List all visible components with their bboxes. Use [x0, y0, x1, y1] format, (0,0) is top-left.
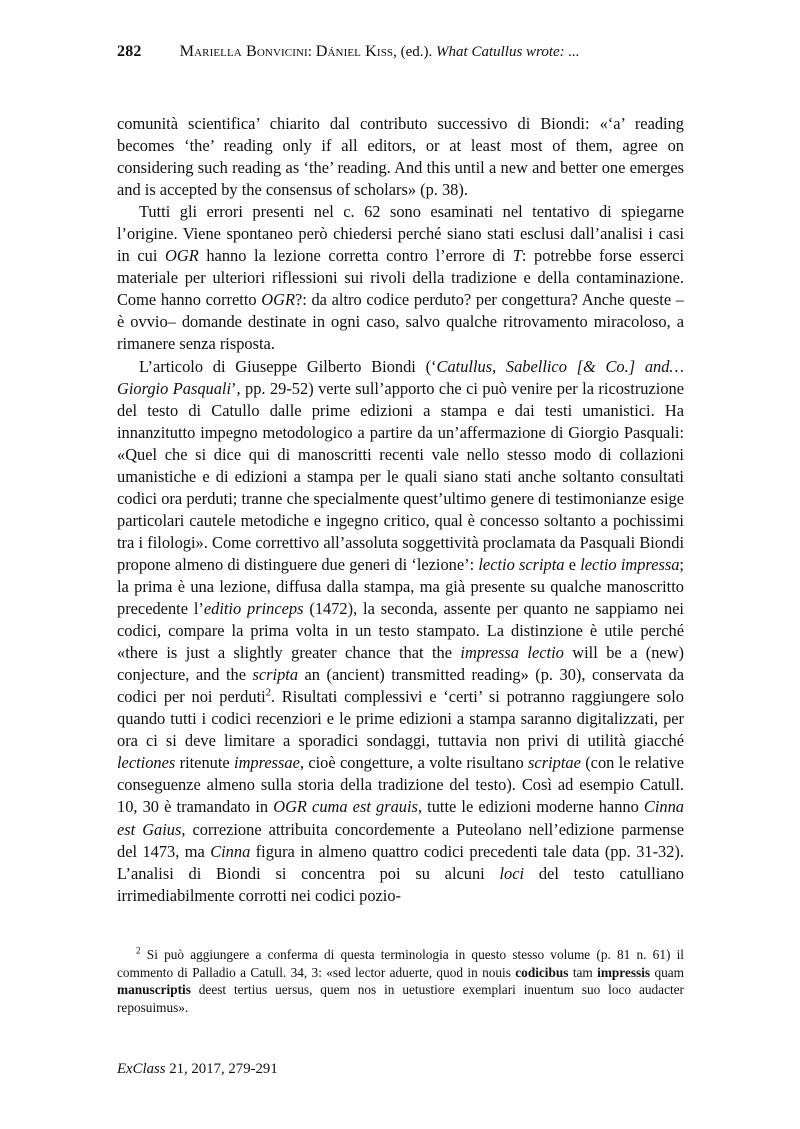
para-3: [117, 356, 684, 907]
footer-journal-name: ExClass: [117, 1061, 166, 1077]
para-3-run: will be a (new) conjecture, and the: [117, 643, 685, 685]
para-2-italic-run: OGR: [165, 246, 199, 266]
para-1-run: comunità scientifica’ chiarito dal contributo successivo di Biondi: «‘a’ reading becomes ‘the’ reading only if all editors, or at least most of them, agree on considering such reading as ‘the’ reading. And this until a new and better one emerges and is accepted by the consensus of scholars» (p. 38).: [117, 114, 684, 200]
para-2-run: ?: da altro codice perduto? per congettura? Anche queste –è ovvio– domande destinate in ogni caso, salvo qualche ritrovamento miracoloso, a rimanere senza risposta.: [117, 290, 684, 354]
para-3-italic-run: impressa lectio: [460, 643, 564, 663]
para-3-run: del testo catulliano irrimediabilmente corrotti nei codici pozio-: [117, 863, 684, 905]
footnote-run: Si può aggiungere a conferma di questa terminologia in questo stesso volume (p. 81 n. 61) il commento di Palladio a Catull. 34, 3: «sed lector aduerte, quod in nouis: [117, 947, 684, 980]
footnote-block: [117, 946, 684, 1016]
running-head-author: Mariella Bonvicini: [179, 42, 308, 60]
page-number: 282: [117, 43, 142, 60]
running-head-text: [180, 44, 580, 60]
para-3-italic-run: editio princeps: [203, 599, 304, 619]
para-3-run: , cioè congetture, a volte risultano: [299, 753, 529, 773]
running-head-reviewed-title: What Catullus wrote: ...: [436, 44, 580, 60]
para-3-footnote-marker: 2: [265, 687, 271, 699]
footer-citation: 21, 2017, 279-291: [165, 1061, 278, 1077]
para-2-italic-run: T: [512, 246, 522, 266]
para-3-italic-run: scriptae: [528, 753, 581, 773]
footnote-2: [117, 946, 684, 1016]
para-3-italic-run: Cinna: [210, 841, 251, 861]
body-text: [117, 113, 684, 907]
running-head-editor-role: , (ed.).: [393, 44, 437, 60]
footnote-run: tam: [568, 964, 598, 980]
para-3-italic-run: scripta: [252, 665, 299, 685]
footnote-bold-run: impressis: [597, 964, 651, 980]
para-3-italic-run: lectiones: [117, 753, 176, 773]
para-3-run: ; la prima è una lezione, diffusa dalla stampa, ma già presente su qualche manoscritto precedente l’: [117, 554, 684, 619]
para-2-run: Tutti gli errori presenti nel c. 62 sono esaminati nel tentativo di spiegarne l’origine. Viene spontaneo però chiedersi perché siano stati esclusi dall’analisi i casi in cui: [117, 202, 684, 266]
para-3-italic-run: loci: [499, 863, 525, 883]
para-3-run: an (ancient) transmitted reading» (p. 30), conservata da codici per noi perduti: [117, 665, 684, 707]
para-3-run: , tutte le edizioni moderne hanno: [417, 797, 644, 817]
para-3-run: ’, pp. 29-52) verte sull’apporto che ci può venire per la ricostruzione del testo di Catullo dalle prime edizioni a stampa e dai testi umanistici. Ha innanzitutto impegno metodologico a partire da un’affermazione di Giorgio Pasquali: «Quel che si dice qui di manoscritti recenti vale nello stesso modo di collazioni umanistiche e di edizioni a stampa per le quali siano stati anche soltanto consultati codici ora perduti; tranne che specialmente quest’ultimo genere di testimonianze esige particolari cautele metodiche e ingegno critico, qual è concesso soltanto a pochissimi tra i filologi». Come correttivo all’assoluta soggettività proclamata da Pasquali Biondi propone almeno di distinguere due generi di ‘lezione’:: [117, 378, 684, 574]
footnote-bold-run: codicibus: [515, 964, 569, 980]
para-2-italic-run: OGR: [261, 290, 295, 310]
para-3-run: figura in almeno quattro codici precedenti tale data (pp. 31-32). L’analisi di Biondi si concentra poi su alcuni: [117, 841, 684, 883]
para-3-run: (con le relative conseguenze almeno sulla storia della tradizione del testo). Così ad esempio Catull. 10, 30 è tramandato in: [117, 753, 684, 817]
para-3-run: , correzione attribuita concordemente a Puteolano nell’edizione parmense del 1473, ma: [117, 819, 684, 861]
para-1: [117, 113, 684, 201]
para-3-run: e: [564, 554, 581, 574]
para-3-run: (1472), la seconda, assente per quanto ne sappiamo nei codici, compare la prima volta in un testo stampato. La distinzione è utile perché «there is just a slightly greater chance that the: [117, 599, 684, 663]
para-2: [117, 201, 684, 355]
running-head-editor: Dániel Kiss: [315, 42, 394, 60]
footnote-marker: 2: [136, 945, 141, 956]
para-3-italic-run: lectio impressa: [580, 554, 680, 574]
running-head-separator: :: [307, 44, 316, 60]
para-2-run: hanno la lezione corretta contro l’errore di: [198, 246, 513, 266]
para-3-run: L’articolo di Giuseppe Gilberto Biondi (‘: [139, 356, 437, 376]
page-footer: [117, 1059, 577, 1079]
running-head: [117, 40, 683, 64]
para-3-italic-run: impressae: [234, 753, 300, 773]
para-3-run: ritenute: [175, 753, 235, 773]
footnote-run: quam: [650, 964, 684, 980]
para-3-italic-run: OGR cuma est grauis: [273, 797, 418, 817]
para-3-italic-run: Cinna est Gaius: [117, 797, 684, 839]
para-3-italic-run: Catullus, Sabellico [& Co.] and… Giorgio Pasquali: [117, 356, 684, 398]
para-3-italic-run: lectio scripta: [478, 554, 565, 574]
para-3-run: . Risultati complessivi e ‘certi’ si potranno raggiungere solo quando tutti i codici recenziori e le prime edizioni a stampa saranno digitalizzati, per ora ci si deve limitare a sporadici sondaggi, tuttavia non privi di utilità giacché: [117, 687, 684, 751]
para-2-run: : potrebbe forse esserci materiale per ulteriori riflessioni sui rivoli della tradizione e della contaminazione. Come hanno corretto: [117, 246, 684, 310]
footnote-bold-run: manuscriptis: [117, 982, 191, 998]
footnote-run: deest tertius uersus, quem nos in uetustiore exemplari inuentum suo loco audacter reposuimus».: [117, 982, 684, 1015]
